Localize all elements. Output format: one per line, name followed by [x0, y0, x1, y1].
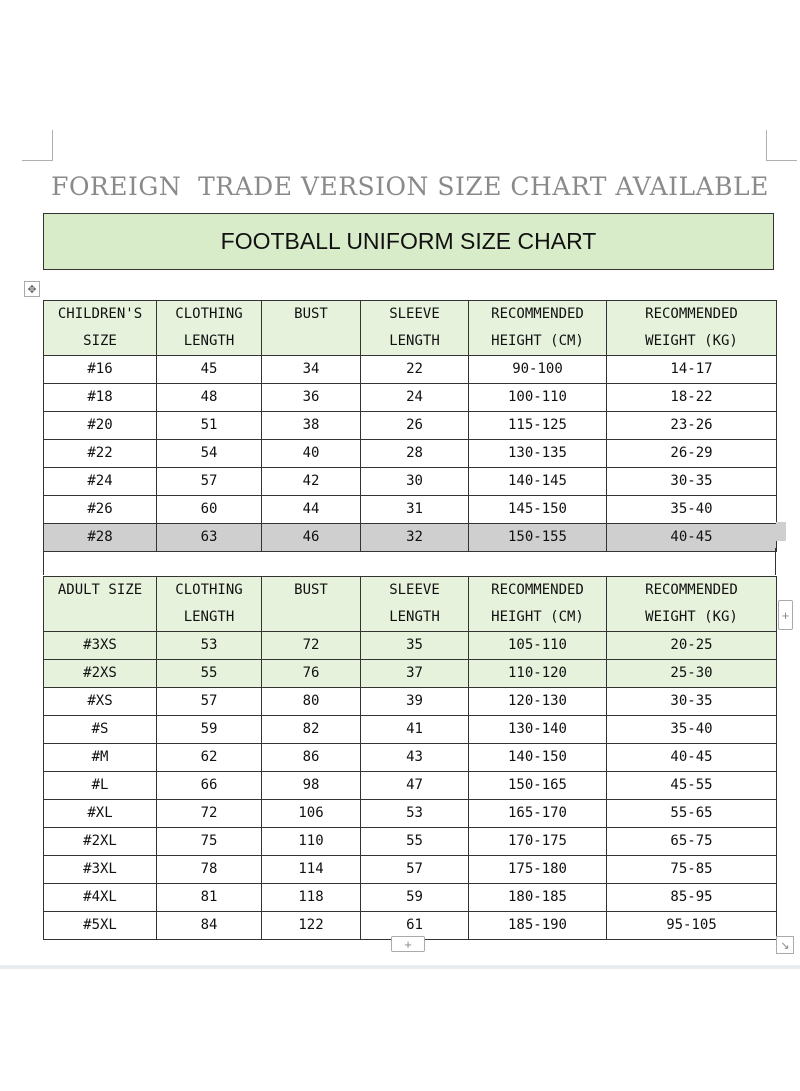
table-cell: 86: [262, 744, 361, 772]
highlight-row-overflow: [776, 522, 786, 541]
header-cell: [361, 577, 469, 632]
table-cell: 118: [262, 884, 361, 912]
table-cell: 32: [361, 524, 469, 552]
page-bottom-edge: [0, 965, 800, 969]
table-cell: 35-40: [607, 496, 777, 524]
table-cell: 75-85: [607, 856, 777, 884]
table-cell: 51: [157, 412, 262, 440]
header-cell-line: LENGTH: [183, 609, 235, 625]
table-row: [44, 356, 777, 384]
adult-size-table: [43, 576, 777, 940]
table-cell: 61: [361, 912, 469, 940]
table-cell: #XL: [44, 800, 157, 828]
table-cell: 105-110: [469, 632, 607, 660]
table-cell: 26-29: [607, 440, 777, 468]
table-cell: 40-45: [607, 524, 777, 552]
table-row: [44, 884, 777, 912]
table-cell: #24: [44, 468, 157, 496]
table-cell: 90-100: [469, 356, 607, 384]
table-cell: #5XL: [44, 912, 157, 940]
table-cell: #3XS: [44, 632, 157, 660]
header-cell-line: HEIGHT (CM): [491, 609, 584, 625]
table-cell: 185-190: [469, 912, 607, 940]
table-cell: 22: [361, 356, 469, 384]
header-cell-line: LENGTH: [389, 609, 440, 625]
table-cell: #18: [44, 384, 157, 412]
table-cell: 40-45: [607, 744, 777, 772]
header-cell: [607, 577, 777, 632]
table-cell: 150-165: [469, 772, 607, 800]
table-cell: 145-150: [469, 496, 607, 524]
table-cell: 100-110: [469, 384, 607, 412]
header-cell-line: RECOMMENDED: [645, 582, 738, 598]
table-cell: 82: [262, 716, 361, 744]
table-cell: 170-175: [469, 828, 607, 856]
table-cell: 28: [361, 440, 469, 468]
table-cell: 30: [361, 468, 469, 496]
table-cell: 114: [262, 856, 361, 884]
header-cell-line: LENGTH: [183, 333, 235, 349]
table-cell: 98: [262, 772, 361, 800]
table-cell: 42: [262, 468, 361, 496]
table-cell: 34: [262, 356, 361, 384]
table-cell: 80: [262, 688, 361, 716]
page-corner-mark-left: [22, 130, 53, 161]
header-cell-line: HEIGHT (CM): [491, 333, 584, 349]
table-cell: 30-35: [607, 688, 777, 716]
table-cell: 60: [157, 496, 262, 524]
add-column-button[interactable]: [778, 600, 793, 630]
table-cell: 81: [157, 884, 262, 912]
header-cell-line: WEIGHT (KG): [645, 333, 738, 349]
table-cell: 76: [262, 660, 361, 688]
move-arrows-icon: ✥: [27, 283, 37, 296]
table-cell: 35: [361, 632, 469, 660]
table-cell: 53: [361, 800, 469, 828]
header-cell: [469, 577, 607, 632]
table-cell: 78: [157, 856, 262, 884]
table-cell: 53: [157, 632, 262, 660]
table-cell: 110-120: [469, 660, 607, 688]
table-cell: 75: [157, 828, 262, 856]
header-cell-line: BUST: [294, 582, 328, 598]
table-spacer-row: [43, 548, 776, 575]
table-cell: 59: [157, 716, 262, 744]
table-resize-handle[interactable]: [776, 936, 794, 954]
table-cell: 48: [157, 384, 262, 412]
table-cell: 37: [361, 660, 469, 688]
table-cell: #4XL: [44, 884, 157, 912]
header-cell: [469, 301, 607, 356]
table-cell: 18-22: [607, 384, 777, 412]
table-cell: #3XL: [44, 856, 157, 884]
header-cell: [44, 301, 157, 356]
table-cell: 106: [262, 800, 361, 828]
page-heading: FOREIGN TRADE VERSION SIZE CHART AVAILABLE: [51, 172, 769, 201]
header-cell: [157, 577, 262, 632]
header-cell: [157, 301, 262, 356]
header-cell-line: CLOTHING: [175, 306, 243, 322]
table-cell: 85-95: [607, 884, 777, 912]
table-cell: #2XL: [44, 828, 157, 856]
plus-icon: +: [781, 607, 790, 623]
table-cell: 25-30: [607, 660, 777, 688]
resize-arrow-icon: ↘: [780, 939, 790, 952]
table-cell: 57: [157, 468, 262, 496]
table-row: [44, 440, 777, 468]
table-cell: #22: [44, 440, 157, 468]
table-cell: 20-25: [607, 632, 777, 660]
table-cell: 38: [262, 412, 361, 440]
header-cell-line: [262, 604, 360, 631]
header-cell: [262, 577, 361, 632]
table-cell: 130-135: [469, 440, 607, 468]
table-cell: 140-150: [469, 744, 607, 772]
header-cell: [607, 301, 777, 356]
table-cell: 72: [262, 632, 361, 660]
table-cell: 26: [361, 412, 469, 440]
header-cell-line: BUST: [294, 306, 328, 322]
table-cell: 43: [361, 744, 469, 772]
table-row: [44, 688, 777, 716]
header-cell-line: CLOTHING: [175, 582, 243, 598]
plus-icon: +: [404, 936, 412, 952]
header-cell-line: CHILDREN'S: [57, 306, 143, 322]
header-cell: [44, 577, 157, 632]
table-cell: #20: [44, 412, 157, 440]
table-cell: 150-155: [469, 524, 607, 552]
table-row: [44, 856, 777, 884]
table-row: [44, 384, 777, 412]
size-chart-title: [43, 213, 774, 270]
table-cell: 47: [361, 772, 469, 800]
table-move-handle[interactable]: [24, 281, 40, 297]
table-cell: 65-75: [607, 828, 777, 856]
table-cell: #26: [44, 496, 157, 524]
table-cell: 55: [361, 828, 469, 856]
table-row: [44, 468, 777, 496]
table-cell: #16: [44, 356, 157, 384]
table-row: [44, 632, 777, 660]
table-cell: 95-105: [607, 912, 777, 940]
table-row: [44, 496, 777, 524]
header-cell-line: SLEEVE: [389, 306, 440, 322]
table-row: [44, 716, 777, 744]
table-cell: 45: [157, 356, 262, 384]
header-cell-line: ADULT SIZE: [57, 582, 143, 598]
table-cell: 55-65: [607, 800, 777, 828]
header-cell-line: [44, 604, 156, 631]
table-cell: 175-180: [469, 856, 607, 884]
table-cell: 44: [262, 496, 361, 524]
table-cell: #L: [44, 772, 157, 800]
table-cell: 14-17: [607, 356, 777, 384]
table-cell: 110: [262, 828, 361, 856]
header-cell-line: RECOMMENDED: [491, 582, 584, 598]
table-cell: 23-26: [607, 412, 777, 440]
header-cell-line: RECOMMENDED: [491, 306, 584, 322]
table-cell: 39: [361, 688, 469, 716]
table-cell: 45-55: [607, 772, 777, 800]
table-cell: 31: [361, 496, 469, 524]
header-cell: [262, 301, 361, 356]
header-cell: [361, 301, 469, 356]
table-cell: 115-125: [469, 412, 607, 440]
table-header-row: [44, 577, 777, 632]
table-row: [44, 412, 777, 440]
add-row-button[interactable]: [391, 936, 425, 952]
table-cell: 62: [157, 744, 262, 772]
header-cell-line: LENGTH: [389, 333, 440, 349]
table-cell: 57: [157, 688, 262, 716]
size-chart-title-text: FOOTBALL UNIFORM SIZE CHART: [220, 228, 597, 254]
header-cell-line: WEIGHT (KG): [645, 609, 738, 625]
table-cell: 40: [262, 440, 361, 468]
table-header-row: [44, 301, 777, 356]
table-cell: 57: [361, 856, 469, 884]
header-cell-line: [262, 328, 360, 355]
table-cell: 122: [262, 912, 361, 940]
table-cell: 63: [157, 524, 262, 552]
table-cell: 59: [361, 884, 469, 912]
table-row: [44, 744, 777, 772]
table-cell: 24: [361, 384, 469, 412]
table-cell: #XS: [44, 688, 157, 716]
table-cell: 54: [157, 440, 262, 468]
table-cell: 66: [157, 772, 262, 800]
table-cell: 41: [361, 716, 469, 744]
table-cell: 30-35: [607, 468, 777, 496]
table-cell: 55: [157, 660, 262, 688]
table-cell: 36: [262, 384, 361, 412]
table-cell: #M: [44, 744, 157, 772]
table-cell: 46: [262, 524, 361, 552]
table-row: [44, 828, 777, 856]
table-row: [44, 660, 777, 688]
table-cell: 35-40: [607, 716, 777, 744]
table-cell: 120-130: [469, 688, 607, 716]
table-cell: 140-145: [469, 468, 607, 496]
table-cell: 130-140: [469, 716, 607, 744]
table-cell: 165-170: [469, 800, 607, 828]
table-row: [44, 772, 777, 800]
table-cell: #2XS: [44, 660, 157, 688]
header-cell-line: SIZE: [83, 333, 117, 349]
children-size-table: [43, 300, 777, 552]
table-cell: 84: [157, 912, 262, 940]
table-row: [44, 800, 777, 828]
table-cell: 72: [157, 800, 262, 828]
header-cell-line: RECOMMENDED: [645, 306, 738, 322]
page-corner-mark-right: [766, 130, 797, 161]
table-cell: 180-185: [469, 884, 607, 912]
table-cell: #S: [44, 716, 157, 744]
table-cell: #28: [44, 524, 157, 552]
header-cell-line: SLEEVE: [389, 582, 440, 598]
